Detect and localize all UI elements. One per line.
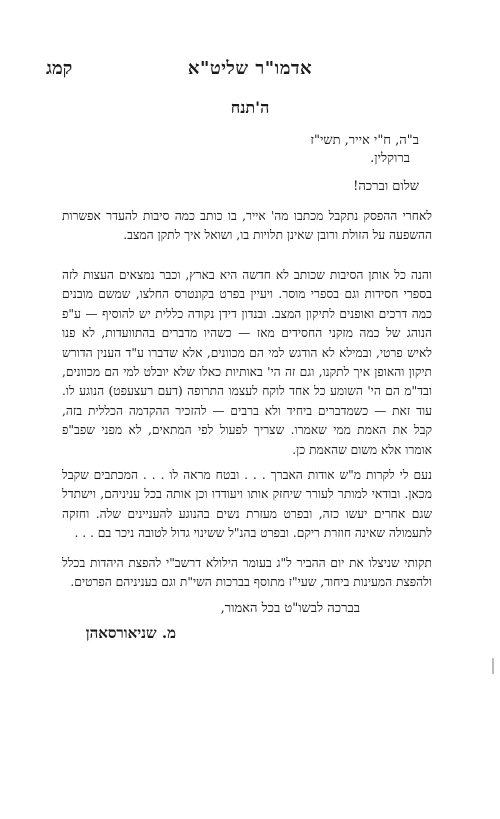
page-number: קמג bbox=[46, 58, 73, 79]
greeting: שלום וברכה! bbox=[353, 179, 419, 194]
paragraph-1: לאחרי ההפסק נתקבל מכתבו מה' אייר, בו כותב כמה סיבות להעדר אפשרות ההשפעה על הזולת ורובן שאינן תלויות בו, ושואל איך לתקן המצב. bbox=[62, 209, 432, 243]
letter-heading: ה'תנח bbox=[230, 98, 270, 117]
date-line: ב"ה, ח"י אייר, תשי"ז bbox=[310, 133, 419, 148]
page-edge-mark bbox=[492, 658, 494, 674]
signature: מ. שניאורסאהן bbox=[85, 624, 176, 642]
running-title: אדמו"ר שליט"א bbox=[187, 58, 313, 79]
closing-line: בברכה לבשו"ט בכל האמור, bbox=[220, 601, 360, 616]
place-line: ברוקלין. bbox=[370, 151, 410, 166]
paragraph-3: נעם לי לקרות מ"ש אודות האברך . . . ובטח מראה לו . . . המכתבים שקבל מכאן. ובודאי למותר לעורר שיחזק אותו ויעודדו וכן אותה בכל עניניהם, וישתדל שגם אחרים יעשו כזה, ובפרט מעזרת נשים בהנוגע להעניינים שלה. וחזקה לתעמולה שאינה חוזרת ריקם. ובפרט בהנ"ל ששינוי גדול לטובה ניכר בם . . . bbox=[62, 468, 432, 541]
paragraph-2: והנה כל אותן הסיבות שכותב לא חדשה היא בארץ, וכבר נמצאים העצות לזה בספרי חסידות וגם בספרי מוסר. ויעיין בפרט בקונטרס החלצו, שמשם מובנים כמה דרכים ואופנים לתיקון המצב. ובנדון דידן נקודה כללית יש להוסיף — ע"פ הנוהג של כמה מזקני החסידים מאז — כשהיו מדברים בהתוועדות, לא פנו לאיש פרטי, ובמילא לא הודגש למי הם מכוונים, אלא שדברו ע"ד הענין הדורש תיקון והאופן איך לתקנו, וגם זה הי' באותיות כאלו שלא יובלט למי הם מכוונים, ובד"מ הם הי' השומע כל אחד לוקח לעצמו התרופה (דעם רעצעפט) הנוגע לו. עוד זאת — כשמדברים ביחיד ולא ברבים — להזכיר ההקדמה הכללית בזה, קבל את האמת ממי שאמרו. שצריך לפעול לפי המתאים, לא מפני שפב"פ אומרו אלא משום שהאמת כן. bbox=[62, 268, 432, 457]
paragraph-4: תקותי שניצלו את יום ההביר ל"ג בעומר הילולא דרשב"י להפצת היהדות בכלל ולהפצת המעינות ביחוד, שעי"ז מתוסף בברכות השי"ת וגם בעניניהם הפרטים. bbox=[62, 556, 432, 590]
